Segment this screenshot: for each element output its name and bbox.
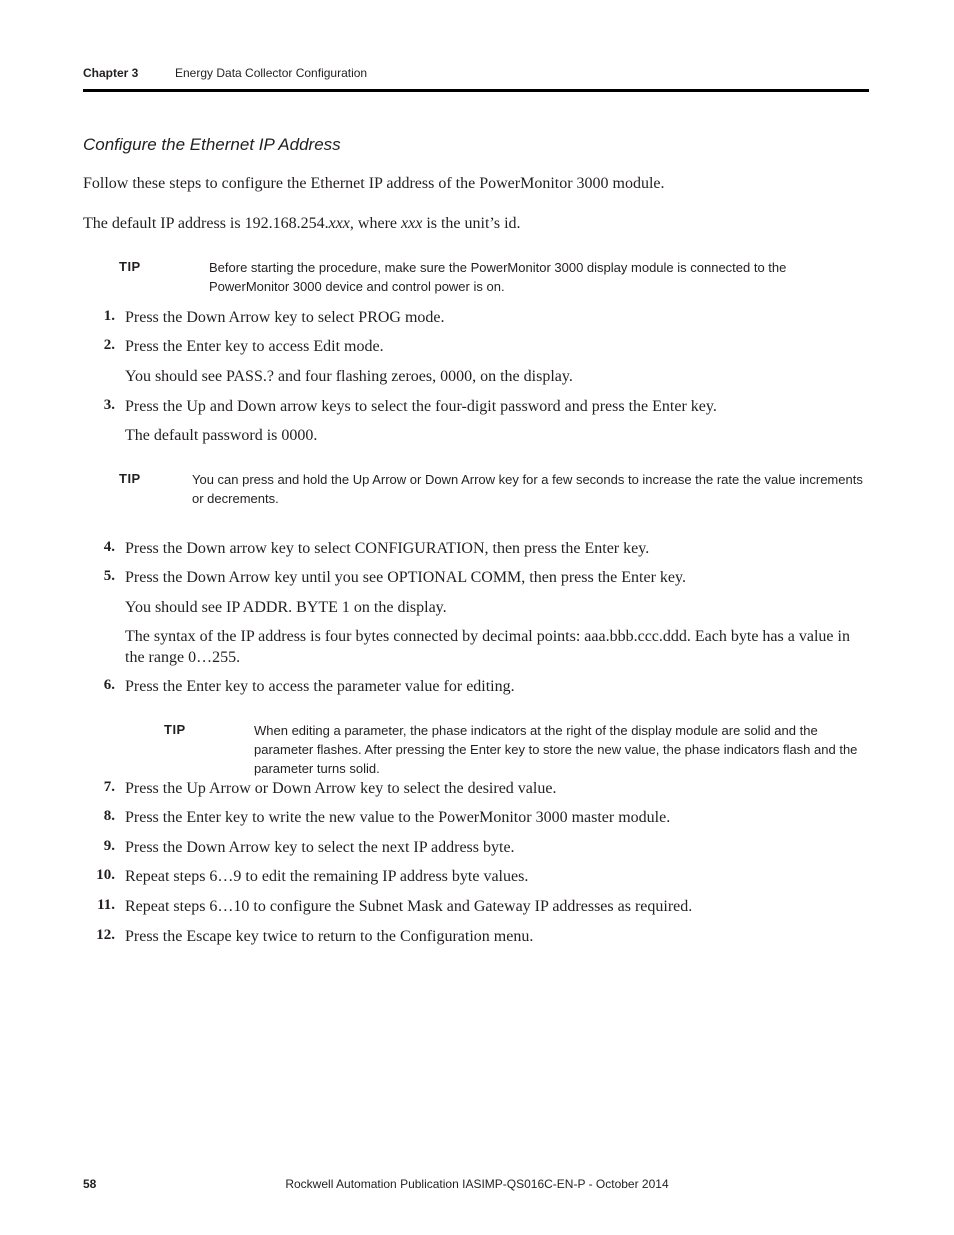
step-number: 10. (96, 867, 115, 883)
step-number: 7. (103, 779, 115, 795)
chapter-title: Energy Data Collector Configuration (175, 66, 368, 80)
step-number: 2. (103, 337, 115, 353)
running-header (83, 66, 368, 80)
step-text: Press the Enter key to access the parameter value for editing. (125, 678, 515, 695)
ip-suffix-placeholder: xxx (328, 215, 350, 232)
step-text: Press the Up Arrow or Down Arrow key to select the desired value. (125, 780, 557, 797)
step-number: 8. (103, 808, 115, 824)
unit-id-placeholder: xxx (401, 215, 423, 232)
step-text: Repeat steps 6…9 to edit the remaining IP address byte values. (125, 868, 529, 885)
section-title: Configure the Ethernet IP Address (83, 135, 341, 154)
step-number: 3. (103, 397, 115, 413)
step-number: 11. (97, 897, 115, 913)
step-number: 1. (103, 308, 115, 324)
intro-paragraph-1: Follow these steps to configure the Ethernet IP address of the PowerMonitor 3000 module. (83, 175, 665, 192)
step-number: 9. (103, 838, 115, 854)
step-note: The default password is 0000. (125, 427, 318, 444)
step-text: Press the Escape key twice to return to the Configuration menu. (125, 928, 534, 945)
tip-text-1: Before starting the procedure, make sure the PowerMonitor 3000 display module is connected to the PowerMonitor 3000 device and control power is on. (209, 260, 787, 294)
step-text: Press the Down Arrow key to select PROG mode. (125, 309, 445, 326)
tip-label-3: TIP (164, 722, 186, 737)
step-note: You should see IP ADDR. BYTE 1 on the display. (125, 599, 447, 616)
step-text: Press the Down arrow key to select CONFIGURATION, then press the Enter key. (125, 540, 650, 557)
step-number: 12. (96, 927, 115, 943)
step-text: Repeat steps 6…10 to configure the Subnet Mask and Gateway IP addresses as required. (125, 898, 693, 915)
tip-label-2: TIP (119, 471, 141, 486)
step-text: Press the Down Arrow key until you see OPTIONAL COMM, then press the Enter key. (125, 569, 686, 586)
step-text: Press the Up and Down arrow keys to select the four-digit password and press the Enter key. (125, 398, 717, 415)
step-number: 6. (103, 677, 115, 693)
step-number: 4. (103, 539, 115, 555)
step-note: The syntax of the IP address is four bytes connected by decimal points: aaa.bbb.ccc.ddd. Each byte has a value in the range 0…255. (125, 628, 850, 666)
tip-label-1: TIP (119, 259, 141, 274)
page-number: 58 (83, 1177, 97, 1191)
intro-tail: is the unit’s id. (422, 215, 521, 232)
publication-footer: Rockwell Automation Publication IASIMP-QS016C-EN-P - October 2014 (285, 1177, 669, 1191)
intro-connector: , where (349, 215, 401, 232)
tip-text-3: When editing a parameter, the phase indicators at the right of the display module are solid and the parameter flashes. After pressing the Enter key to store the new value, the phase indicators flash and the parameter turns solid. (254, 723, 858, 776)
chapter-label: Chapter 3 (83, 66, 139, 80)
default-ip-text: The default IP address is 192.168.254. (83, 215, 329, 232)
step-text: Press the Down Arrow key to select the next IP address byte. (125, 839, 515, 856)
header-rule (83, 89, 869, 92)
step-note: You should see PASS.? and four flashing zeroes, 0000, on the display. (125, 368, 573, 385)
step-text: Press the Enter key to access Edit mode. (125, 338, 384, 355)
intro-paragraph-2 (83, 213, 869, 234)
step-number: 5. (103, 568, 115, 584)
tip-text-2: You can press and hold the Up Arrow or Down Arrow key for a few seconds to increase the rate the value increments or decrements. (192, 472, 863, 506)
step-text: Press the Enter key to write the new value to the PowerMonitor 3000 master module. (125, 809, 671, 826)
